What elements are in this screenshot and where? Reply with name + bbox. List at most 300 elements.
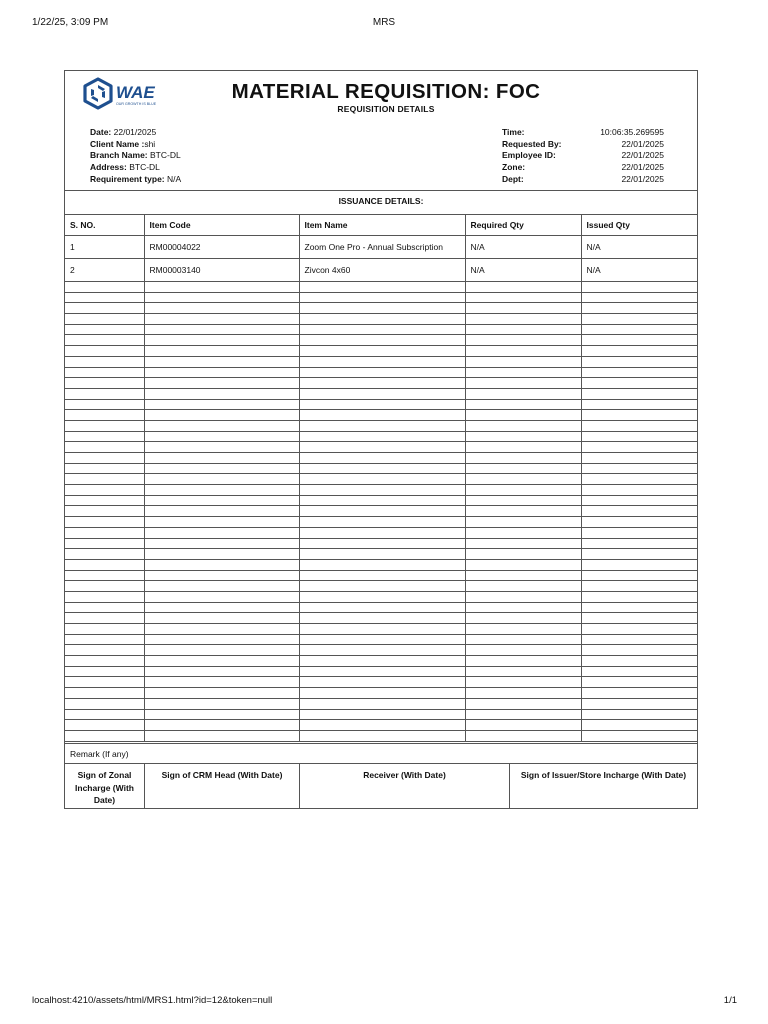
empty-cell bbox=[144, 517, 299, 528]
empty-cell bbox=[65, 388, 144, 399]
empty-cell bbox=[65, 453, 144, 464]
empty-cell bbox=[581, 645, 697, 656]
empty-cell bbox=[581, 634, 697, 645]
empty-cell bbox=[581, 303, 697, 314]
empty-cell bbox=[144, 709, 299, 720]
empty-cell bbox=[65, 367, 144, 378]
empty-cell bbox=[581, 378, 697, 389]
empty-cell bbox=[465, 346, 581, 357]
empty-cell bbox=[465, 688, 581, 699]
cell-sno: 1 bbox=[65, 236, 144, 259]
empty-cell bbox=[465, 367, 581, 378]
empty-cell bbox=[144, 485, 299, 496]
empty-cell bbox=[144, 602, 299, 613]
empty-cell bbox=[144, 666, 299, 677]
sign-issuer-store-incharge: Sign of Issuer/Store Incharge (With Date) bbox=[520, 770, 687, 780]
empty-table-row bbox=[65, 346, 697, 357]
empty-cell bbox=[581, 517, 697, 528]
empty-table-row bbox=[65, 666, 697, 677]
document-header bbox=[65, 71, 697, 191]
empty-cell bbox=[581, 388, 697, 399]
empty-cell bbox=[144, 634, 299, 645]
empty-table-row bbox=[65, 335, 697, 346]
empty-cell bbox=[581, 698, 697, 709]
empty-cell bbox=[65, 656, 144, 667]
empty-cell bbox=[581, 602, 697, 613]
empty-cell bbox=[465, 453, 581, 464]
signature-row bbox=[65, 764, 697, 808]
empty-cell bbox=[299, 314, 465, 325]
info-time: Time: 10:06:35.269595 bbox=[502, 127, 664, 137]
requisition-info-left bbox=[90, 127, 181, 186]
cell-issued-qty: N/A bbox=[581, 259, 697, 282]
empty-cell bbox=[65, 527, 144, 538]
empty-cell bbox=[581, 399, 697, 410]
empty-table-row bbox=[65, 613, 697, 624]
col-header-required-qty: Required Qty bbox=[465, 214, 581, 236]
empty-cell bbox=[65, 335, 144, 346]
empty-cell bbox=[581, 367, 697, 378]
empty-cell bbox=[144, 463, 299, 474]
empty-cell bbox=[299, 634, 465, 645]
empty-cell bbox=[465, 282, 581, 293]
print-url: localhost:4210/assets/html/MRS1.html?id=12&token=null bbox=[32, 995, 273, 1006]
empty-cell bbox=[65, 688, 144, 699]
empty-cell bbox=[299, 527, 465, 538]
requisition-info-right bbox=[502, 127, 664, 186]
empty-cell bbox=[299, 324, 465, 335]
empty-cell bbox=[299, 698, 465, 709]
empty-cell bbox=[144, 399, 299, 410]
empty-cell bbox=[299, 463, 465, 474]
empty-cell bbox=[65, 420, 144, 431]
empty-cell bbox=[465, 527, 581, 538]
requisition-document bbox=[64, 70, 698, 809]
print-page-number: 1/1 bbox=[723, 995, 737, 1006]
empty-cell bbox=[65, 645, 144, 656]
empty-cell bbox=[465, 698, 581, 709]
empty-cell bbox=[144, 356, 299, 367]
empty-cell bbox=[144, 367, 299, 378]
empty-table-row bbox=[65, 656, 697, 667]
info-date: Date: 22/01/2025 bbox=[90, 127, 157, 137]
issuance-details-title: ISSUANCE DETAILS: bbox=[65, 190, 697, 215]
empty-table-row bbox=[65, 474, 697, 485]
empty-cell bbox=[299, 602, 465, 613]
empty-cell bbox=[65, 324, 144, 335]
empty-cell bbox=[581, 346, 697, 357]
empty-cell bbox=[299, 378, 465, 389]
empty-cell bbox=[144, 549, 299, 560]
empty-cell bbox=[144, 645, 299, 656]
empty-cell bbox=[299, 356, 465, 367]
cell-item-code: RM00003140 bbox=[144, 259, 299, 282]
empty-cell bbox=[465, 474, 581, 485]
empty-cell bbox=[465, 709, 581, 720]
empty-cell bbox=[65, 581, 144, 592]
empty-cell bbox=[144, 527, 299, 538]
empty-cell bbox=[465, 420, 581, 431]
empty-cell bbox=[299, 656, 465, 667]
info-dept: Dept: 22/01/2025 bbox=[502, 173, 664, 184]
empty-cell bbox=[65, 410, 144, 421]
empty-cell bbox=[299, 335, 465, 346]
sign-zonal-incharge: Sign of Zonal Incharge (With Date) bbox=[65, 764, 145, 808]
empty-cell bbox=[65, 517, 144, 528]
empty-table-row bbox=[65, 453, 697, 464]
empty-table-row bbox=[65, 730, 697, 741]
empty-cell bbox=[465, 624, 581, 635]
empty-cell bbox=[144, 410, 299, 421]
col-header-issued-qty: Issued Qty bbox=[581, 214, 697, 236]
empty-cell bbox=[144, 581, 299, 592]
empty-cell bbox=[581, 292, 697, 303]
empty-cell bbox=[65, 282, 144, 293]
empty-cell bbox=[581, 549, 697, 560]
empty-table-row bbox=[65, 399, 697, 410]
empty-cell bbox=[465, 463, 581, 474]
cell-sno: 2 bbox=[65, 259, 144, 282]
empty-table-row bbox=[65, 410, 697, 421]
empty-cell bbox=[144, 613, 299, 624]
empty-cell bbox=[581, 410, 697, 421]
cell-item-name: Zoom One Pro - Annual Subscription bbox=[299, 236, 465, 259]
empty-table-row bbox=[65, 720, 697, 731]
empty-table-row bbox=[65, 581, 697, 592]
empty-cell bbox=[144, 420, 299, 431]
empty-cell bbox=[299, 591, 465, 602]
empty-cell bbox=[65, 399, 144, 410]
empty-cell bbox=[581, 506, 697, 517]
sign-crm-head: Sign of CRM Head (With Date) bbox=[145, 764, 300, 808]
empty-table-row bbox=[65, 367, 697, 378]
cell-item-name: Zivcon 4x60 bbox=[299, 259, 465, 282]
empty-cell bbox=[581, 656, 697, 667]
empty-cell bbox=[144, 474, 299, 485]
empty-cell bbox=[465, 378, 581, 389]
empty-cell bbox=[299, 709, 465, 720]
empty-cell bbox=[465, 442, 581, 453]
empty-cell bbox=[299, 292, 465, 303]
empty-cell bbox=[65, 709, 144, 720]
empty-cell bbox=[65, 634, 144, 645]
empty-cell bbox=[465, 431, 581, 442]
empty-cell bbox=[299, 367, 465, 378]
print-title: MRS bbox=[372, 17, 396, 28]
cell-required-qty: N/A bbox=[465, 236, 581, 259]
empty-cell bbox=[144, 538, 299, 549]
empty-cell bbox=[65, 559, 144, 570]
col-header-sno: S. NO. bbox=[65, 214, 144, 236]
empty-cell bbox=[299, 645, 465, 656]
empty-cell bbox=[581, 559, 697, 570]
print-datetime: 1/22/25, 3:09 PM bbox=[32, 17, 109, 28]
empty-table-row bbox=[65, 463, 697, 474]
empty-cell bbox=[299, 399, 465, 410]
empty-cell bbox=[65, 474, 144, 485]
empty-cell bbox=[144, 282, 299, 293]
empty-cell bbox=[65, 698, 144, 709]
empty-cell bbox=[465, 538, 581, 549]
info-requested-by: Requested By: 22/01/2025 bbox=[502, 138, 664, 149]
empty-cell bbox=[65, 549, 144, 560]
empty-cell bbox=[465, 335, 581, 346]
empty-cell bbox=[581, 442, 697, 453]
empty-cell bbox=[581, 474, 697, 485]
empty-cell bbox=[299, 549, 465, 560]
empty-cell bbox=[144, 314, 299, 325]
empty-cell bbox=[465, 645, 581, 656]
sign-receiver: Receiver (With Date) bbox=[300, 764, 510, 808]
empty-cell bbox=[65, 602, 144, 613]
remark-field: Remark (If any) bbox=[65, 743, 697, 764]
empty-cell bbox=[465, 570, 581, 581]
empty-cell bbox=[299, 420, 465, 431]
empty-cell bbox=[299, 453, 465, 464]
empty-table-row bbox=[65, 549, 697, 560]
page-subtitle: REQUISITION DETAILS bbox=[337, 104, 435, 114]
empty-cell bbox=[144, 506, 299, 517]
info-zone: Zone: 22/01/2025 bbox=[502, 162, 664, 173]
empty-cell bbox=[65, 613, 144, 624]
empty-cell bbox=[465, 506, 581, 517]
empty-cell bbox=[299, 624, 465, 635]
empty-cell bbox=[581, 282, 697, 293]
empty-cell bbox=[65, 303, 144, 314]
empty-table-row bbox=[65, 314, 697, 325]
empty-table-row bbox=[65, 420, 697, 431]
empty-cell bbox=[581, 485, 697, 496]
empty-cell bbox=[144, 378, 299, 389]
empty-cell bbox=[65, 624, 144, 635]
empty-cell bbox=[581, 538, 697, 549]
empty-cell bbox=[299, 388, 465, 399]
empty-cell bbox=[465, 656, 581, 667]
empty-cell bbox=[144, 720, 299, 731]
empty-table-row bbox=[65, 677, 697, 688]
empty-cell bbox=[581, 613, 697, 624]
empty-cell bbox=[65, 442, 144, 453]
empty-cell bbox=[299, 581, 465, 592]
empty-cell bbox=[144, 730, 299, 741]
empty-cell bbox=[465, 602, 581, 613]
empty-cell bbox=[144, 656, 299, 667]
empty-table-row bbox=[65, 538, 697, 549]
empty-cell bbox=[144, 559, 299, 570]
info-address: Address: BTC-DL bbox=[90, 162, 160, 173]
col-header-item-name: Item Name bbox=[299, 214, 465, 236]
empty-cell bbox=[465, 591, 581, 602]
empty-cell bbox=[299, 282, 465, 293]
empty-cell bbox=[465, 399, 581, 410]
empty-cell bbox=[581, 709, 697, 720]
empty-table-row bbox=[65, 634, 697, 645]
empty-table-row bbox=[65, 282, 697, 293]
empty-table-row bbox=[65, 645, 697, 656]
empty-cell bbox=[581, 527, 697, 538]
empty-cell bbox=[65, 506, 144, 517]
empty-cell bbox=[65, 720, 144, 731]
empty-cell bbox=[581, 720, 697, 731]
empty-table-row bbox=[65, 431, 697, 442]
empty-cell bbox=[465, 677, 581, 688]
empty-cell bbox=[299, 303, 465, 314]
empty-table-row bbox=[65, 527, 697, 538]
empty-cell bbox=[581, 688, 697, 699]
empty-table-row bbox=[65, 559, 697, 570]
empty-cell bbox=[581, 591, 697, 602]
empty-cell bbox=[65, 495, 144, 506]
empty-cell bbox=[299, 442, 465, 453]
empty-cell bbox=[65, 730, 144, 741]
empty-cell bbox=[299, 431, 465, 442]
table-header-row bbox=[65, 214, 697, 236]
empty-table-row bbox=[65, 698, 697, 709]
table-row bbox=[65, 236, 697, 259]
empty-cell bbox=[65, 292, 144, 303]
empty-cell bbox=[465, 314, 581, 325]
info-employee-id: Employee ID: 22/01/2025 bbox=[502, 150, 664, 161]
empty-cell bbox=[144, 431, 299, 442]
empty-cell bbox=[299, 346, 465, 357]
empty-cell bbox=[299, 730, 465, 741]
empty-cell bbox=[465, 720, 581, 731]
empty-cell bbox=[144, 624, 299, 635]
empty-cell bbox=[144, 442, 299, 453]
empty-cell bbox=[299, 410, 465, 421]
empty-table-row bbox=[65, 495, 697, 506]
empty-cell bbox=[465, 549, 581, 560]
empty-cell bbox=[465, 495, 581, 506]
empty-table-row bbox=[65, 517, 697, 528]
empty-cell bbox=[65, 356, 144, 367]
empty-cell bbox=[581, 453, 697, 464]
empty-cell bbox=[465, 356, 581, 367]
empty-table-row bbox=[65, 591, 697, 602]
empty-cell bbox=[299, 495, 465, 506]
cell-issued-qty: N/A bbox=[581, 236, 697, 259]
empty-cell bbox=[465, 634, 581, 645]
empty-cell bbox=[581, 356, 697, 367]
empty-cell bbox=[465, 388, 581, 399]
empty-cell bbox=[65, 570, 144, 581]
info-client-name: Client Name :shi bbox=[90, 138, 156, 149]
empty-cell bbox=[144, 388, 299, 399]
empty-cell bbox=[299, 485, 465, 496]
empty-cell bbox=[144, 335, 299, 346]
empty-table-row bbox=[65, 485, 697, 496]
empty-table-row bbox=[65, 506, 697, 517]
empty-table-row bbox=[65, 356, 697, 367]
empty-cell bbox=[65, 463, 144, 474]
empty-table-row bbox=[65, 624, 697, 635]
empty-cell bbox=[65, 485, 144, 496]
empty-table-row bbox=[65, 688, 697, 699]
empty-cell bbox=[581, 624, 697, 635]
empty-cell bbox=[465, 303, 581, 314]
empty-cell bbox=[144, 453, 299, 464]
empty-cell bbox=[581, 495, 697, 506]
empty-cell bbox=[465, 559, 581, 570]
empty-cell bbox=[581, 463, 697, 474]
empty-cell bbox=[144, 570, 299, 581]
empty-cell bbox=[581, 335, 697, 346]
logo-text: WAE bbox=[116, 83, 155, 102]
empty-cell bbox=[581, 581, 697, 592]
empty-cell bbox=[144, 591, 299, 602]
empty-cell bbox=[581, 431, 697, 442]
empty-cell bbox=[581, 324, 697, 335]
empty-cell bbox=[299, 677, 465, 688]
empty-cell bbox=[465, 730, 581, 741]
empty-cell bbox=[465, 485, 581, 496]
empty-table-row bbox=[65, 303, 697, 314]
info-branch-name: Branch Name: BTC-DL bbox=[90, 150, 181, 161]
empty-cell bbox=[465, 613, 581, 624]
empty-cell bbox=[465, 324, 581, 335]
empty-cell bbox=[299, 538, 465, 549]
empty-table-row bbox=[65, 292, 697, 303]
empty-cell bbox=[465, 581, 581, 592]
empty-cell bbox=[65, 378, 144, 389]
empty-table-row bbox=[65, 388, 697, 399]
empty-table-row bbox=[65, 442, 697, 453]
empty-table-row bbox=[65, 378, 697, 389]
empty-cell bbox=[465, 410, 581, 421]
print-header bbox=[0, 17, 768, 31]
empty-cell bbox=[299, 720, 465, 731]
empty-table-row bbox=[65, 602, 697, 613]
empty-cell bbox=[144, 346, 299, 357]
empty-cell bbox=[65, 591, 144, 602]
col-header-item-code: Item Code bbox=[144, 214, 299, 236]
cell-item-code: RM00004022 bbox=[144, 236, 299, 259]
empty-cell bbox=[299, 517, 465, 528]
empty-cell bbox=[144, 677, 299, 688]
items-table bbox=[65, 214, 697, 742]
empty-table-row bbox=[65, 324, 697, 335]
empty-cell bbox=[465, 292, 581, 303]
empty-table-row bbox=[65, 570, 697, 581]
empty-cell bbox=[299, 613, 465, 624]
empty-cell bbox=[144, 698, 299, 709]
empty-cell bbox=[299, 666, 465, 677]
info-requirement-type: Requirement type: N/A bbox=[90, 173, 182, 184]
empty-cell bbox=[581, 570, 697, 581]
empty-cell bbox=[465, 666, 581, 677]
empty-cell bbox=[144, 688, 299, 699]
empty-cell bbox=[581, 314, 697, 325]
empty-cell bbox=[65, 431, 144, 442]
cell-required-qty: N/A bbox=[465, 259, 581, 282]
logo-tagline: OUR GROWTH IS BLUE bbox=[116, 102, 157, 106]
empty-cell bbox=[65, 346, 144, 357]
empty-cell bbox=[581, 420, 697, 431]
empty-cell bbox=[144, 292, 299, 303]
empty-cell bbox=[65, 677, 144, 688]
empty-cell bbox=[144, 495, 299, 506]
empty-cell bbox=[65, 538, 144, 549]
empty-cell bbox=[299, 506, 465, 517]
empty-cell bbox=[65, 666, 144, 677]
empty-cell bbox=[144, 303, 299, 314]
empty-cell bbox=[144, 324, 299, 335]
empty-table-row bbox=[65, 709, 697, 720]
empty-cell bbox=[65, 314, 144, 325]
page-title: MATERIAL REQUISITION: FOC bbox=[231, 80, 541, 103]
empty-cell bbox=[465, 517, 581, 528]
empty-cell bbox=[581, 730, 697, 741]
